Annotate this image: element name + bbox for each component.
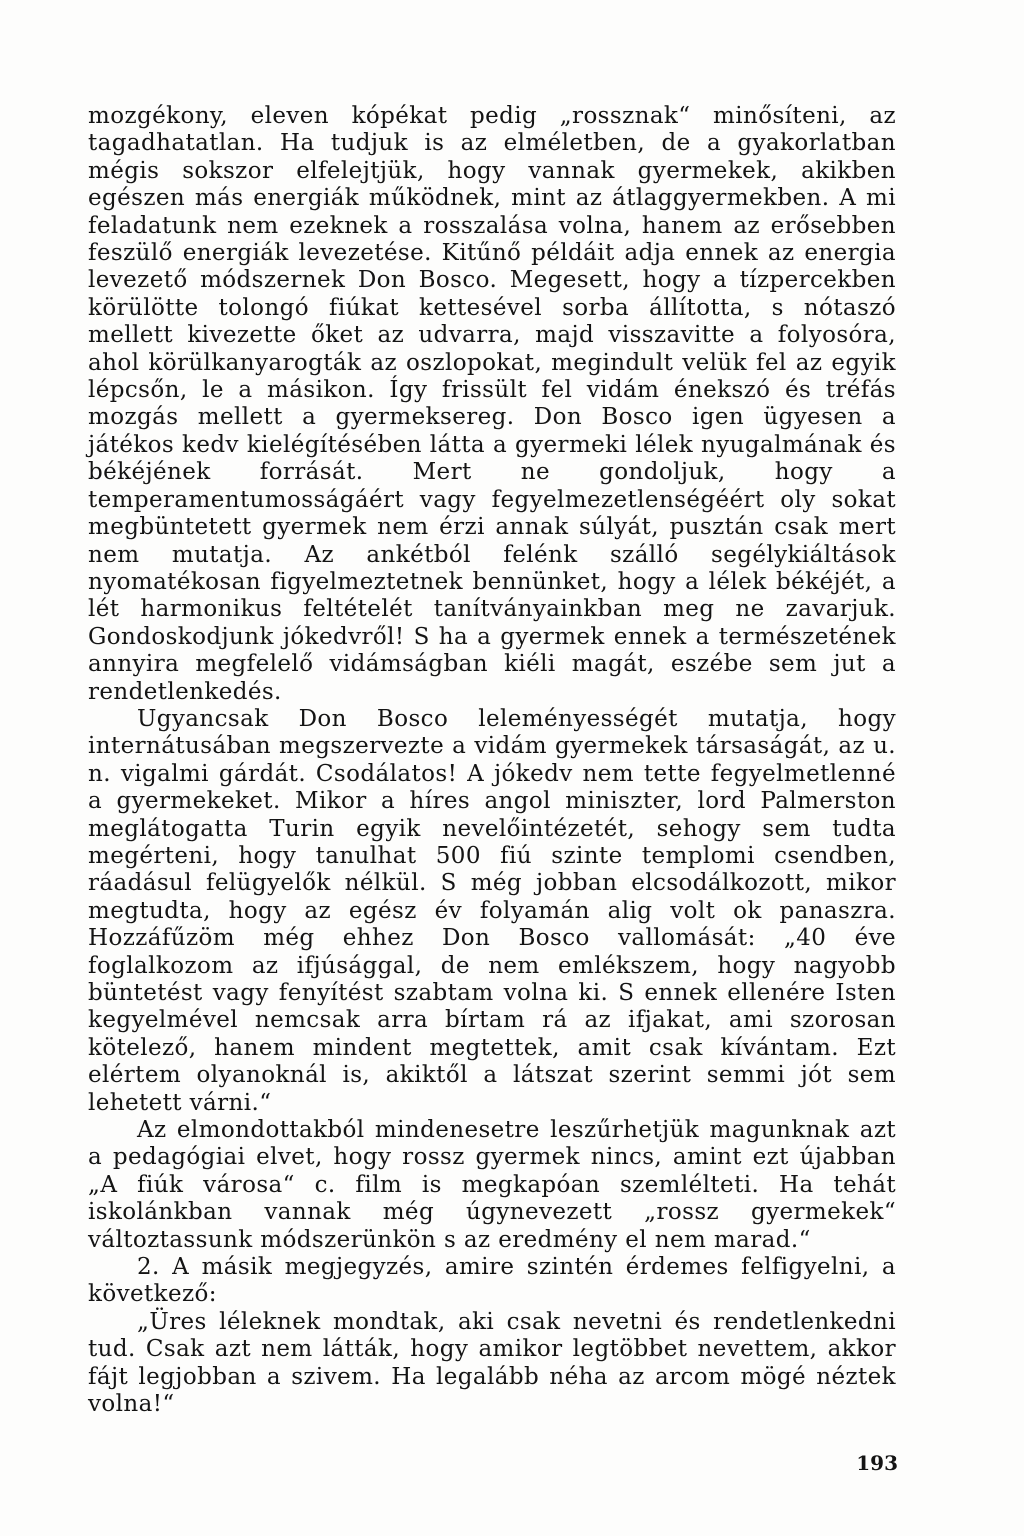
paragraph-4: 2. A másik megjegyzés, amire szintén érdemes felfigyelni, a következő: — [88, 1254, 896, 1308]
paragraph-2: Ugyancsak Don Bosco leleményességét mutatja, hogy internátusában megszervezte a vidám gyermekek társaságát, az u. n. vigalmi gárdát. Csodálatos! A jókedv nem tette fegyelmetlenné a gyermekeket. Mikor a híres angol miniszter, lord Palmerston meglátogatta Turin egyik nevelőintézetét, sehogy sem tudta megérteni, hogy tanulhat 500 fiú szinte templomi csendben, ráadásul felügyelők nélkül. S még jobban elcsodálkozott, mikor megtudta, hogy az egész év folyamán alig volt ok panaszra. Hozzáfűzöm még ehhez Don Bosco vallomását: „40 éve foglalkozom az ifjúsággal, de nem emlékszem, hogy nagyobb büntetést vagy fenyítést szabtam volna ki. S ennek ellenére Isten kegyelmével nemcsak arra bírtam rá az ifjakat, ami szorosan kötelező, hanem mindent megtettek, amit csak kívántam. Ezt elértem olyanoknál is, akiktől a látszat szerint semmi jót sem lehetett várni.“ — [88, 705, 896, 1116]
paragraph-3: Az elmondottakból mindenesetre leszűrhetjük magunknak azt a pedagógiai elvet, hogy rossz gyermek nincs, amint ezt újabban „A fiúk városa“ c. film is megkapóan szemlélteti. Ha tehát iskolánkban vannak még úgynevezett „rossz gyermekek“ változtassunk módszerünkön s az eredmény el nem marad.“ — [88, 1117, 896, 1253]
page-number: 193 — [856, 1451, 898, 1475]
quote-paragraph: „Üres léleknek mondtak, aki csak nevetni és rendetlenkedni tud. Csak azt nem látták, hogy amikor legtöbbet nevettem, akkor fájt legjobban a szivem. Ha legalább néha az arcom mögé néztek volna!“ — [88, 1308, 896, 1418]
body-text — [88, 103, 896, 1419]
paragraph-1: mozgékony, eleven kópékat pedig „rossznak“ minősíteni, az tagadhatatlan. Ha tudjuk is az elméletben, de a gyakorlatban mégis sokszor elfelejtjük, hogy vannak gyermekek, akikben egészen más energiák működnek, mint az átlaggyermekben. A mi feladatunk nem ezeknek a rosszalása volna, hanem az erősebben feszülő energiák levezetése. Kitűnő példáit adja ennek az energia levezető módszernek Don Bosco. Megesett, hogy a tízpercekben körülötte tolongó fiúkat kettesével sorba állította, s nótaszó mellett kivezette őket az udvarra, majd visszavitte a folyosóra, ahol körülkanyarogták az oszlopokat, megindult velük fel az egyik lépcsőn, le a másikon. Így frissült fel vidám énekszó és tréfás mozgás mellett a gyermeksereg. Don Bosco igen ügyesen a játékos kedv kielégítésében látta a gyermeki lélek nyugalmának és békéjének forrását. Mert ne gondoljuk, hogy a temperamentumosságáért vagy fegyelmezetlenségéért oly sokat megbüntetett gyermek nem érzi annak súlyát, pusztán csak mert nem mutatja. Az ankétból felénk szálló segélykiáltások nyomatékosan figyelmeztetnek bennünket, hogy a lélek békéjét, a lét harmonikus feltételét tanítványainkban meg ne zavarjuk. Gondoskodjunk jókedvről! S ha a gyermek ennek a természetének annyira megfelelő vidámságban kiéli magát, eszébe sem jut a rendetlenkedés. — [88, 103, 896, 705]
